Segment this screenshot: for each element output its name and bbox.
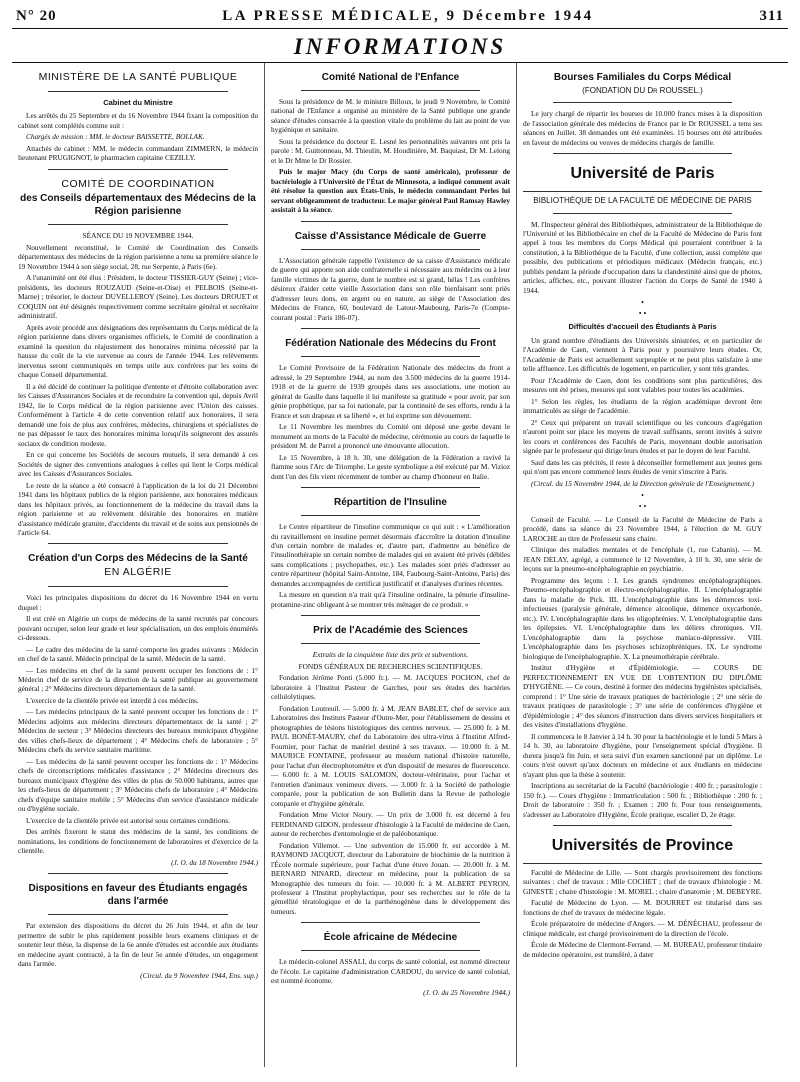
prix-intro: Extraits de la cinquième liste des prix et subventions. [312, 650, 469, 660]
section-title: INFORMATIONS [293, 34, 507, 59]
divider [553, 825, 732, 826]
issue-number: N° 20 [16, 8, 57, 24]
divider [48, 224, 228, 225]
page-number: 311 [759, 8, 784, 24]
heading-bourses: Bourses Familiales du Corps Médical [553, 72, 732, 83]
paragraph: A l'unanimité ont été élus : Président, le docteur TISSIER-GUY (Seine) ; vice-présidents, les docteurs ROUZAUD (Seine-et-Oise) et PELBOIS (Seine-et-Marne) ; trésorier, le docteur DUVELLEROY (Seine). Les docteurs DROUET et COQUIN ont été désignés respectivement comme secrétaire général et secrétaire administratif. [18, 273, 258, 321]
ornament: • • • [638, 298, 647, 318]
prix-fonds: FONDS GÉNÉRAUX DE RECHERCHES SCIENTIFIQUES. [298, 661, 483, 671]
divider [301, 328, 480, 329]
masthead [12, 8, 788, 29]
seance-date: SÉANCE DU 19 NOVEMBRE 1944. [82, 231, 194, 241]
paragraph: Le 11 Novembre les membres du Comité ont déposé une gerbe devant le monument au morts de la Faculté de médecine, cérémonie au cours de laquelle le président M. de Parrel a prononcé une émouvante allocution. [271, 422, 510, 451]
paragraph: Le reste de la séance a été consacré à l'application de la loi du 21 Décembre 1941 dans les hôpitaux publics de la région parisienne, aux honoraires médicaux dans les hôpitaux privés, au fonctionnement de la médecine du travail dans la région parisienne et au relèvement désirable des honoraires en matière d'assistance médicale gratuite, d'accidents du travail et de soins aux pensionnés de l'article 64. [18, 480, 258, 537]
source-note: (J. O. du 18 Novembre 1944.) [171, 857, 258, 867]
paragraph: Le Comité Provisoire de la Fédération Nationale des médecins du front a adressé, le 29 Septembre 1944, au nom des 3.500 médecins de la guerre 1914-1918 et de la guerre de 1939 groupés dans ses associations, une motion au général de Gaulle dans laquelle il lui manifeste sa gratitude « pour avoir, par son génie prophétique, par sa foi nationale, par la continuité de ses efforts, rendu à la France et son drapeau et sa liberté », et lui exprime son dévouement. [271, 363, 510, 420]
paragraph: En ce qui concerne les Sociétés de secours mutuels, il sera demandé à ces Sociétés de signer des conventions analogues à celles qui lient le Corps médical avec les Caisses d'Assurances Sociales. [18, 450, 258, 479]
paragraph: Des arrêtés fixeront le statut des médecins de la santé, les conditions de nominations, les conditions de fonctionnement de laboratoires et d'exercice de la clientèle. [18, 827, 258, 856]
paragraph: L'exercice de la clientèle privée est interdit à ces médecins. [26, 695, 199, 705]
column-1 [12, 63, 264, 1067]
divider [553, 153, 732, 154]
paragraph: Fondation Loutreuil. — 5.000 fr. à M. JEAN BABLET, chef de service aux Laboratoires des Instituts Pasteur d'Outre-Mer, pour l'établissement de dessins et photographies de lésions histologiques des centres nerveux. — 25.000 fr. à M. PAUL BONÉT-MAURY, chef du Laboratoire des ultra-virus à l'Institut Alfred-Fournier, pour l'achat de matériel destiné à ses travaux. — 10.000 fr. à M. MAURICE FONTAINE, professeur au muséum national d'histoire naturelle, pour l'achat d'un électrophotomètre et d'un dispositif de mesures de fluorescence. — 6.000 fr. à M. LOUIS SALOMON, docteur-vétérinaire, pour l'achat et l'entretien d'animaux venimeux divers. — 3.000 fr. à la Société de pathologie comparée, pour la publication de son Bulletin dans la Revue de pathologie comparée et d'hygiène générale. [271, 703, 510, 808]
heading-universite-paris: Université de Paris [570, 165, 715, 183]
paragraph: L'exercice de la clientèle privée est autorisé sous certaines conditions. [26, 815, 230, 825]
paragraph: Programme des leçons : I. Les grands syndromes encéphalographiques. Pneumo-encéphalographie et électro-encéphalographie. II. L'encéphalographie dans la maladie de Pick. III. L'encéphalographie dans les démences toxi-infectieuses (paralysie générale, démence alcoolique, démence oxycarbonée, etc.). IV. L'encéphalographie dans les oligophrénies. V. L'encéphalographie dans les épilepsies. VI. L'encéphalographie dans les délires chroniques. VII. L'encéphalographie dans la psychose maniaco-dépressive. VIII. L'encéphalographie dans les psychoses schizophréniques. IX. Le syndrome biologique de l'encéphalographie. X. La pneumothérapie cérébrale. [523, 575, 762, 661]
divider [523, 191, 762, 192]
paragraph: Il commencera le 8 Janvier à 14 h. 30 pour la bactériologie et le lundi 5 Mars à 14 h. 30, au laboratoire d'hygiène, pour l'enseignement spécial d'hygiène. Il durera jusqu'à fin Juin, et sera suivi d'un examen sanctionné par un diplôme. Le cours n'est ouvert qu'aux docteurs en médecine et aux étudiants en médecine n'ayant plus que la thèse à soutenir. [523, 731, 762, 779]
journal-title: LA PRESSE MÉDICALE, 9 Décembre 1944 [222, 8, 594, 24]
paragraph: Sous la présidence du docteur E. Lesné les personnalités suivantes ont pris la parole : M. Guittonneau, M. Thieulin, M. Houdinière, M. Baquiast, Dr M. Lelong et le Dr Mme le Dr Rossier. [271, 136, 510, 165]
divider [301, 515, 480, 516]
heading-prix: Prix de l'Académie des Sciences [313, 625, 468, 637]
paragraph: Attachés de cabinet : MM. le médecin commandant ZIMMERN, le médecin lieutenant PRUGIGNOT, le pharmacien capitaine CEZILLY. [18, 143, 258, 163]
paragraph: — Les médecins principaux de la santé peuvent occuper les fonctions de : 1° Médecins adjoints aux médecins directeurs départementaux de la santé ; 2° Médecins de secteur ; 3° Médecins directeurs des bureaux municipaux d'hygiène des villes chefs-lieux de département ; 4° Médecins chefs de laboratoire ; 5° Médecins chefs du service sanitaire maritime. [18, 707, 258, 755]
paragraph: Faculté de Médecine de Lyon. — M. BOURRET est titularisé dans ses fonctions de chef de travaux de médecine légale. [523, 898, 762, 917]
divider [48, 914, 228, 915]
paragraph: Puis le major Macy (du Corps de santé américain), professeur de bactériologie à l'Université de l'État de Minnesota, a indiqué comment avait été résolue la question aux États-Unis, le médecin commandant Perles lui servant obligeamment de traducteur. Le major général Paul Ramsay Hawley assistait à la séance. [271, 167, 510, 215]
heading-algerie: Création d'un Corps des Médecins de la Santé [28, 553, 248, 565]
paragraph: Le médecin-colonel ASSALI, du corps de santé colonial, est nommé directeur de l'école. Le capitaine d'administration CARDOU, du service de santé colonial, est nommé économe. [271, 957, 510, 986]
heading-difficultes: Difficultés d'accueil des Étudiants à Paris [568, 322, 717, 332]
paragraph: Un grand nombre d'étudiants des Universités sinistrées, et en particulier de l'Académie de Caen, viennent à Paris pour y poursuivre leurs études. Or, l'Académie de Paris est actuellement surpeuplée et ne peut plus satisfaire à une telle affluence. Les difficultés de logement, en particulier, y sont très grandes. [523, 335, 762, 374]
paragraph: Sauf dans les cas précités, il reste à déconseiller formellement aux jeunes gens qui n'ont pas encore commencé leurs études de venir s'inscrire à Paris. [523, 457, 762, 477]
heading-insuline: Répartition de l'Insuline [334, 497, 447, 509]
heading-enfance: Comité National de l'Enfance [321, 72, 460, 83]
divider [553, 213, 732, 214]
heading-caisse: Caisse d'Assistance Médicale de Guerre [294, 230, 487, 242]
heading-comite-sub: des Conseils départementaux des Médecins de la Région parisienne [20, 193, 256, 218]
paragraph: La mesure en question n'a trait qu'à l'insuline ordinaire, la pénurie d'insuline-protamine-zinc obligeant à se montrer très ménager de ce produit. » [271, 590, 510, 609]
paragraph: Il a été décidé de continuer la politique d'entente et d'étroite collaboration avec les Caisses d'Assurances Sociales et de reconduire la convention qui, depuis Avril 1942, lie le Corps médical de la région parisienne avec l'Union des caisses. Conformément à l'article 4 de cette convention relatif aux honoraires, il sera demandé une fois de plus aux confrères, médecins, chirurgiens et spécialistes de ne pas dépasser le taux des honoraires minima lorsqu'ils soigneront des assurés sociaux de condition modeste. [18, 381, 258, 448]
columns [12, 63, 788, 1067]
heading-ecole: École africaine de Médecine [323, 932, 458, 944]
paragraph: Faculté de Médecine de Lille. — Sont chargés provisoirement des fonctions suivantes : chef de travaux : Mlle COCHET ; chef de travaux d'histologie : M. GINESTE ; chaire d'histologie : M. MOREL ; chaire d'anatomie : M. DEBEYRE. [523, 867, 762, 896]
paragraph: Le Centre répartiteur de l'insuline communique ce qui suit : « L'amélioration du ravitaillement en insuline permet désormais d'accroître la dotation d'insuline d'un certain nombre de malades et, d'autre part, d'admettre au bénéfice de l'insulinothérapie un certain nombre de malades qui en avaient été privés (débiles sans complications ; psychopathes, etc.). Les malades sont priés d'adresser au centre répartiteur (hôpital Saint-Antoine, 184, Faubourg-Saint-Antoine, Paris) des demandes accompagnées de certificat justificatif et d'analyses d'urines récentes. [271, 522, 510, 588]
paragraph: Pour l'Académie de Caen, dont les conditions sont plus particulières, des mesures ont été prises, mesures qui sont valables pour toutes les académies. [523, 375, 762, 395]
source-note: (J. O. du 25 Novembre 1944.) [423, 987, 510, 997]
paragraph: Institut d'Hygiène et d'Épidémiologie. — COURS DE PERFECTIONNEMENT EN VUE DE L'OBTENTION DU DIPLÔME D'HYGIÈNE. — Ce cours, destiné à former des médecins hygiénistes spécialisés, comprend : 1° Une série de travaux pratiques de bactériologie ; 2° une série de travaux pratiques de parasitologie ; 3° une série de conférences d'hygiène et d'épidémiologie ; 4° des séances d'instruction dans divers services hospitaliers et des visites d'installations d'hygiène. [523, 663, 763, 730]
paragraph: Il est créé en Algérie un corps de médecins de la santé recrutés par concours pouvant occuper, selon leur grade et leur spécialisation, un des emplois énumérés ci-dessous. [18, 614, 258, 643]
paragraph: Chargés de mission : MM. le docteur BAISSETTE, BOLLAK. [26, 132, 205, 142]
source-note: (Circul. du 9 Novembre 1944, Ens. sup.) [140, 970, 258, 980]
paragraph: — Les médecins de la santé peuvent occuper les fonctions de : 1° Médecins chefs de circonscriptions médicales d'assistance ; 2° Médecins directeurs des bureaux municipaux d'hygiène des villes de plus de 50.000 habitants, autres que les chefs-lieux de département ; 3° Médecins chefs de laboratoire ; 4° Médecins chefs d'équipe sanitaire mobile ; 5° Médecins d'un service d'assistance médicale ou d'hygiène sociale. [18, 756, 258, 814]
divider [301, 487, 480, 488]
paragraph: — Les médecins en chef de la santé peuvent occuper les fonctions de : 1° Médecin chef de service de la direction de la santé publique au gouvernement général ; 2° Médecins directeurs départementaux de la santé. [18, 665, 258, 694]
divider [301, 249, 480, 250]
heading-universites-province: Universités de Province [551, 836, 734, 854]
paragraph: Fondation Villemot. — Une subvention de 15.000 fr. est accordée à M. RAYMOND JACQUOT, directeur du Laboratoire de biochimie de la nutrition à l'École normale supérieure, pour l'achat d'une étuve Jouan. — 20.000 fr. à M. BERNARD NINARD, directeur en médecine, pour la publication de sa Monographie des tumeurs du foie. — 10.000 fr. à M. ALBERT PEYRON, professeur à l'Institut prophylactique, pour ses recherches sur le rôle de la gémellité tératologique et de la parthénogénèse dans le développement des tumeurs. [271, 840, 510, 916]
heading-comite: COMITÉ DE COORDINATION [61, 177, 215, 190]
paragraph: Nouvellement reconstitué, le Comité de Coordination des Conseils départementaux des médecins de la région parisienne a tenu sa première séance le 19 Novembre 1944 à son siège social, 28, rue Serpente, à Paris (6e). [18, 242, 258, 271]
divider [301, 90, 480, 91]
heading-algerie-sub: EN ALGÉRIE [104, 566, 172, 579]
paragraph: Après avoir procédé aux désignations des représentants du Corps médical de la région parisienne dans divers organismes officiels, le Comité de coordination a examiné la question du réajustement des honoraires minima nécessité par la hausse du coût de la vie survenue au cours de l'année 1944. Les relèvements inervenus seront communiqués en temps utile aux confrères par les soins de chaque Conseil départemental. [18, 322, 258, 380]
divider [553, 102, 732, 103]
bourses-subtitle: (FONDATION DU Dr ROUSSEL.) [582, 86, 703, 95]
paragraph: École préparatoire de médecine d'Angers. — M. DÉNÉCHAU, professeur de clinique médicale, est chargé provisoirement de la direction de l'école. [523, 919, 762, 938]
newspaper-page [12, 0, 788, 1067]
paragraph: École de Médecine de Clermont-Ferrand. — M. BUREAU, professeur titulaire de médecine opératoire, est transféré, à dater [523, 940, 762, 959]
divider [301, 643, 480, 644]
divider [301, 221, 480, 222]
divider [48, 169, 228, 170]
ornament: • • • [638, 491, 647, 511]
heading-ministere: MINISTÈRE DE LA SANTÉ PUBLIQUE [38, 71, 238, 83]
paragraph: — Le cadre des médecins de la santé comporte les grades suivants : Médecin en chef de la santé. Médecin principal de la santé. Médecin de la santé. [18, 644, 258, 664]
divider [301, 615, 480, 616]
paragraph: 1° Selon les règles, les étudiants de la région académique devront être immatriculés au siège de l'académie. [523, 396, 762, 416]
paragraph: Les arrêtés du 25 Septembre et du 16 Novembre 1944 fixant la composition du cabinet sont complétés comme suit : [18, 111, 258, 130]
paragraph: Fondation Mme Victor Noury. — Un prix de 3.000 fr. est décerné à feu FERDINAND GIDON, professeur d'histologie à la Faculté de médecine de Caen, auteur de recherches d'entomologie et de paléobotanique. [271, 810, 510, 839]
paragraph: Clinique des maladies mentales et de l'encéphale (1, rue Cabanis). — M. JEAN DELAY, agrégé, a commencé le 12 Novembre, à 10 h. 30, une série de leçons sur la pneumo-encéphalographie en psychiatrie. [523, 545, 762, 574]
biblio-title: BIBLIOTHÈQUE DE LA FACULTÉ DE MÉDECINE DE PARIS [533, 196, 752, 206]
source-note: (Circul. du 15 Novembre 1944, de la Direction générale de l'Enseignement.) [531, 478, 755, 488]
paragraph: Sous la présidence de M. le ministre Billoux, le jeudi 9 Novembre, le Comité national de l'Enfance a organisé au ministère de la Santé publique une grande séance d'études consacrée à la question vitale du problème du lait au point de vue hygiénique et sanitaire. [271, 97, 510, 135]
paragraph: Par extension des dispositions du décret du 26 Juin 1944, et afin de leur permettre de subir le plus rapidement possible leurs examens cliniques et de soutenir leur thèse, la dispense de la 6e année d'études est accordée aux étudiants en médecine ayant contracté, à la fin de leur 5e année d'études, un engagement dans l'armée. [18, 921, 258, 969]
heading-federation: Fédération Nationale des Médecins du Front [285, 338, 496, 350]
divider [301, 950, 480, 951]
divider [523, 863, 762, 864]
paragraph: L'Association générale rappelle l'existence de sa caisse d'Assistance médicale de guerre qui apporte son aide confraternelle si nécessaire aux médecins ou à leur famille victimes de la guerre, dont le nombre est si grand, hélas ! Les confrères désireux d'aider cette vieille Association dans son rôle bienfaisant sont priés d'adresser leurs dons, en argent ou en nature, au siège de l'Association des Médecins de France, 60, boulevard de Latour-Maubourg, Paris-7e (Compte-courant postal : Paris 186-07). [271, 255, 510, 322]
paragraph: Conseil de Faculté. — Le Conseil de la Faculté de Médecine de Paris a procédé, dans sa séance du 23 Novembre 1944, à l'élection de M. GUY LAROCHE au titre de Professeur sans chaire. [523, 514, 762, 543]
divider [48, 543, 228, 544]
paragraph: Inscriptions au secrétariat de la Faculté (bactériologie : 400 fr. ; parasitologie : 150 fr.). — Cours d'hygiène : Immatriculation : 500 fr. ; Bibliothèque : 200 fr. ; Droit de laboratoire : 350 fr. ; Examen : 200 fr. Pour tous renseignements, s'adresser au Laboratoire d'Hygiène, École pratique, escalier D, 2e étage. [523, 781, 762, 819]
divider [48, 586, 228, 587]
divider [48, 91, 228, 92]
column-3 [516, 63, 768, 1067]
divider [301, 356, 480, 357]
heading-cabinet: Cabinet du Ministre [103, 97, 173, 107]
divider [301, 922, 480, 923]
paragraph: Le jury chargé de répartir les bourses de 10.000 francs mises à la disposition de l'association générale des médecins de France par le Dr ROUSSEL a tenu ses séances en Juillet. 38 demandes ont été examinées. 15 bourses ont été attribuées en faveur de médecins ou veuves de médecins chargés de famille. [523, 109, 762, 147]
paragraph: M. l'Inspecteur général des Bibliothèques, administrateur de la Bibliothèque de l'Université et les Bibliothécaire en chef de la Faculté de Médecine de Paris font appel à tous les membres du Corps Médical qui pourraient contribuer à la constitution, à la Bibliothèque de la Faculté, d'une collection, aussi complète que possible, des publications et périodiques médicaux (Médecin français, etc.) publiés pendant la période d'occupation dans la clandestinité ainsi que de photos, articles, affiches, etc., pouvant illustrer l'action du Corps de Santé de 1940 à 1944. [523, 219, 762, 295]
paragraph: 2° Ceux qui préparent un travail scientifique ou les concours d'agrégation n'auront point sur place les moyens de travail suffisants, seront invités à suivre les cours et conférences des Facultés de Paris, moyennant double autorisation signée par le professeur qui dirige leurs études et par le doyen de leur Faculté. [523, 417, 762, 456]
paragraph: Le 15 Novembre, à 18 h. 30, une délégation de la Fédération a ravivé la flamme sous l'Arc de Triomphe. Le geste symbolique a été exécuté par M. Vizioz dont l'un des fils vient récemment de tomber au champ d'honneur en Italie. [271, 452, 510, 481]
divider [48, 873, 228, 874]
heading-etudiants: Dispositions en faveur des Étudiants engagés dans l'armée [28, 883, 248, 908]
paragraph: Voici les principales dispositions du décret du 16 Novembre 1944 en vertu duquel : [18, 593, 258, 612]
paragraph: Fondation Jérôme Ponti (5.000 fr.). — M. JACQUES POCHON, chef de laboratoire à l'Institut Pasteur de Garches, pour ses études des bactéries cellulolytiques. [271, 673, 510, 702]
column-2 [264, 63, 516, 1067]
